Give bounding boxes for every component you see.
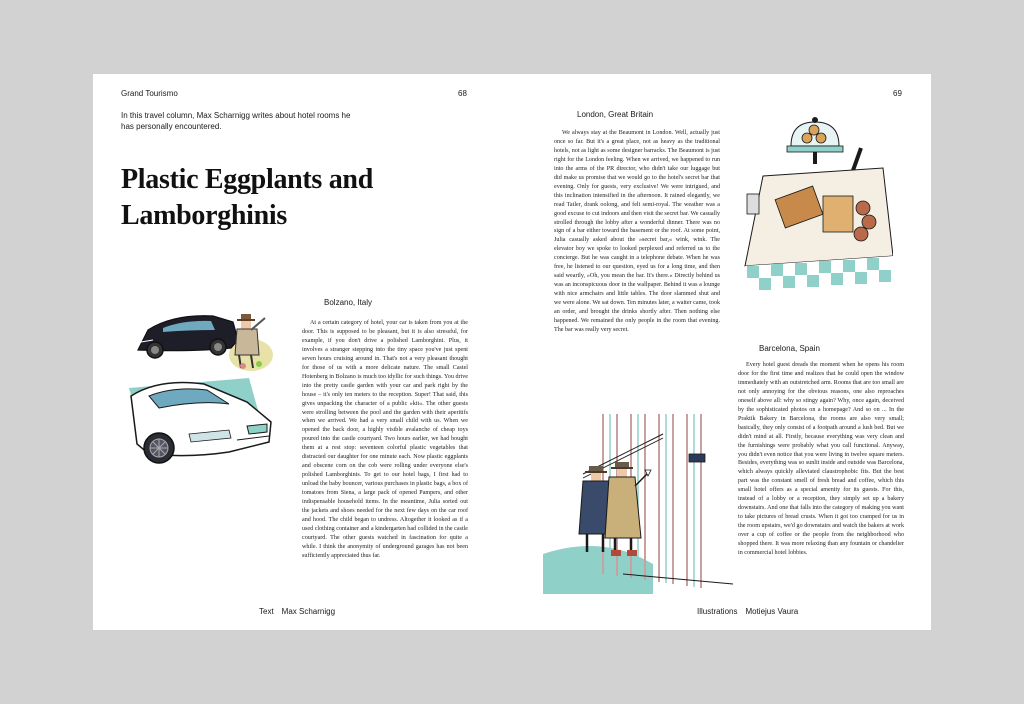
- text-credit-label: Text: [259, 607, 274, 616]
- magazine-spread: [93, 74, 931, 630]
- illustration-credit: [697, 607, 798, 616]
- text-credit-name: Max Scharnigg: [281, 607, 336, 616]
- body-text-london: We always stay at the Beaumont in London. Well, actually just once so far. But it's a great place, not as heavy as the traditional hotels, not as light as some designer barracks. The Beaumont is just right for the London feeling. When we arrived, we happened to run into the arms of the PR director, who didn't take our luggage but did make us promise that we would go to the hotel's secret bar that evening. Only for guests, very exclusive! We were intrigued, and this inclination intensified in the afternoon. It rained elegantly, we read Tatler, drank oolong, and felt semi-royal. The weather was a good excuse to cut indoors and then visit the secret bar. We casually strolled through the lobby after a wonderful dinner. There was no sign of a bar either toward the basement or the roof. At some point, Julia casually asked about the »secret bar,« wink, wink. The elevator boy we spoke to looked perplexed and referred us to the concierge. But he was caught in a telephone debate. When he was free, he listened to our question, eyed us for a long time, and then said wearily, »Oh, you mean the bar. It's there.« Directly behind us was an inconspicuous door in the wallpaper. Behind it was a lounge with nice armchairs and little tables. The door slammed shut and we were alone. We sat down. Ten minutes later, a waiter came, took an order, and brought the drinks shortly after. Then nothing else happened. We remained the only people in the room that evening. The bar was really very secret.: [554, 130, 720, 333]
- running-head: Grand Tourismo: [121, 89, 178, 98]
- text-credit: [259, 607, 335, 616]
- page-number-left: 68: [458, 89, 467, 98]
- body-text-bolzano: At a certain category of hotel, your car is taken from you at the door. This is supposed to be pleasant, but it is also stressful, for example, if you don't drive a polished Lamborghini. Plus, it involves a stranger stepping into the tiny space you've just spent seven hours cruising around in. That's not a very pleasant thought for those of us with a more delicate nature. The small Castel Hotenberg in Bolzano is much too idyllic for such things. You drive into the pretty castle garden with your car and park right by the house – it's only ten meters to the reception. Super! That said, this gives unpacking the character of a public »kit«. The other guests were strolling between the pool and the garden with their aperitifs when we arrived. We had a very small child with us. When we opened the back door, a highly visible avalanche of cheap toys poured into the castle courtyard. Two hours earlier, we had bought them at a rest stop: seventeen colorful plastic vegetables that distracted our daughter for one minute each. Now plastic eggplants and obscene corn on the cob were rolling under everyone else's polished Lamborghinis. To get to our hotel bags, I first had to unload the baby bouncer, various purchases in plastic bags, a box of tomatoes from Siena, a large pack of opened Pampers, and other indispensable household items. In the meantime, Julia sorted out the jackets and shoes needed for the next few days on the car roof and hood. The child began to undress. Altogether it looked as if a used clothing container and a kindergarten had collided in the castle courtyard. The other guests watched in fascination for quite a while. I think the anonymity of underground garages has not been sufficiently appreciated thus far.: [302, 320, 468, 559]
- bakery-display-illustration-icon: [743, 116, 893, 292]
- body-text-barcelona: Every hotel guest dreads the moment when he opens his room door for the first time and realizes that he could open the window immediately with an outstretched arm. Rooms that are too small are not only annoying for the obvious reasons, one also reproaches oneself above all: why so stingy again? Why, once again, deceived by the sophisticated photos on a homepage? And so on ... In the Praktik Bakery in Barcelona, the rooms are also very small; basically, they only consist of a footpath around a lush bed. But we didn't mind at all. Firstly, because everything was very clean and the furnishings were probably what you call functional. Anyway, you didn't even notice that you were living in twelve square meters. Besides, everything was so sunlit inside and outside was Barcelona, which always quickly alleviated claustrophobic fits. But the best part was the constant smell of fresh bread and coffee, which this small hotel offers as a special amenity for its guests. For this, instead of a lobby or a reception, they simply set up a bakery downstairs. And one that falls into the category of making you want to take pictures of bread crusts. When it got too cramped for us in the room upstairs, we'd go downstairs and watch the bakers at work over a cup of coffee or the people from the neighborhood who shopped there. It was more relaxing than any fountain or chandelier in commercial hotel lobbies.: [738, 362, 904, 557]
- illustration-credit-label: Illustrations: [697, 607, 738, 616]
- page-number-right: 69: [893, 89, 902, 98]
- title-line-2: Lamborghinis: [121, 200, 287, 231]
- section-title-barcelona: Barcelona, Spain: [759, 344, 820, 353]
- article-title: [121, 162, 373, 234]
- lamborghini-illustration-icon: [133, 300, 273, 380]
- article-intro: In this travel column, Max Scharnigg writes about hotel rooms he has personally encountered.: [121, 111, 351, 131]
- title-line-1: Plastic Eggplants and: [121, 164, 373, 195]
- section-title-bolzano: Bolzano, Italy: [324, 298, 373, 307]
- white-sportscar-illustration-icon: [129, 374, 275, 474]
- illustration-credit-name: Motiejus Vaura: [745, 607, 799, 616]
- section-title-london: London, Great Britain: [577, 110, 654, 119]
- secret-door-couple-illustration-icon: [543, 414, 735, 594]
